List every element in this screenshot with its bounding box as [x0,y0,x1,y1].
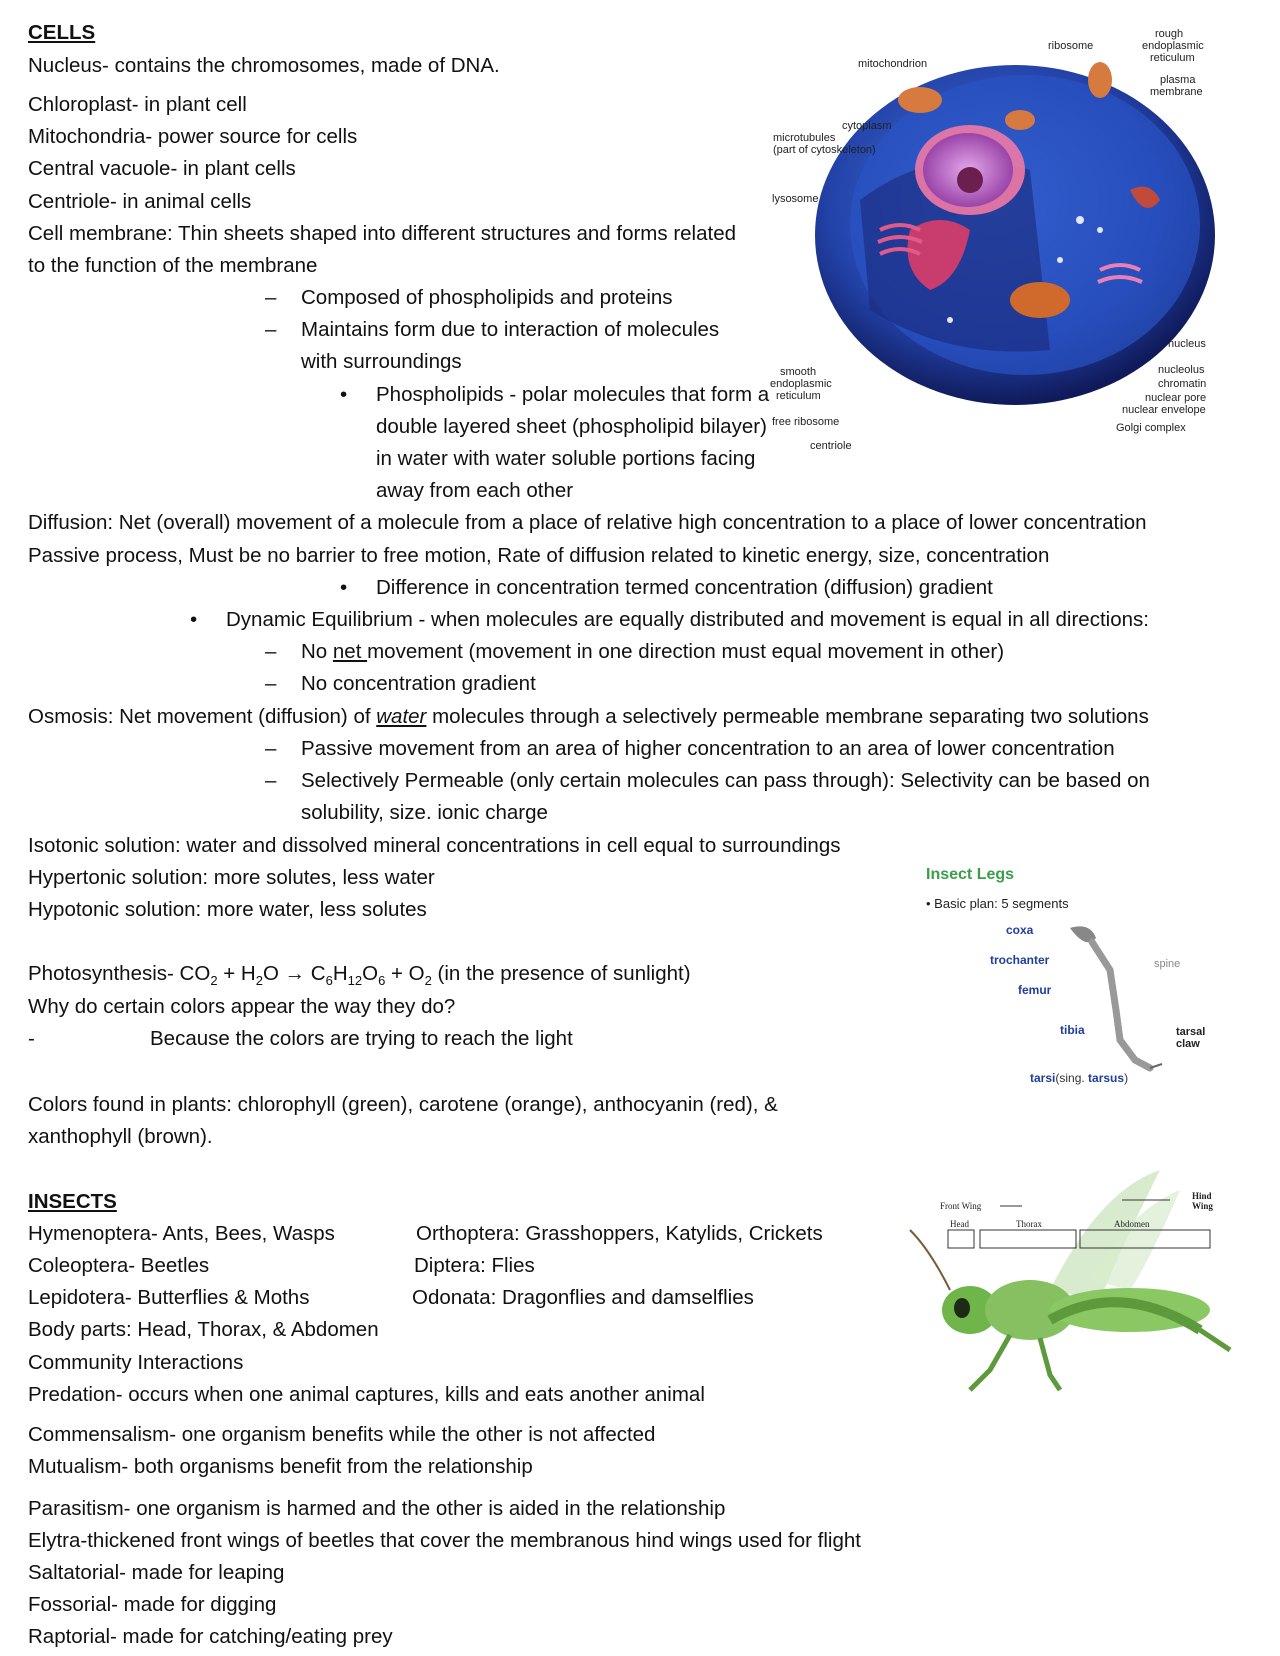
fossorial-line: Fossorial- made for digging [28,1593,277,1616]
hypotonic-line: Hypotonic solution: more water, less solutes [28,898,427,921]
commensalism-line: Commensalism- one organism benefits while the other is not affected [28,1423,656,1446]
nucleus-line: Nucleus- contains the chromosomes, made of DNA. [28,54,500,77]
osmosis-bullet-2b: solubility, size. ionic charge [301,801,548,824]
label-mitochondrion: mitochondrion [858,58,928,70]
label-claw: claw [1176,1038,1200,1050]
insect-legs-title: Insect Legs [926,866,1015,883]
mutualism-line: Mutualism- both organisms benefit from the relationship [28,1455,533,1478]
label-free-ribosome: free ribosome [772,416,840,428]
isotonic-line: Isotonic solution: water and dissolved mineral concentrations in cell equal to surroundings [28,834,841,857]
label-tarsal: tarsal [1176,1026,1206,1038]
membrane-line-2: to the function of the membrane [28,254,318,277]
label-spine: spine [1154,958,1181,970]
parasitism-line: Parasitism- one organism is harmed and the other is aided in the relationship [28,1497,726,1520]
membrane-line: Cell membrane: Thin sheets shaped into different structures and forms related [28,222,737,245]
label-rough-reticulum: reticulum [1150,52,1195,64]
hymenoptera-line: Hymenoptera- Ants, Bees, Wasps [28,1222,335,1245]
label-chromatin: chromatin [1158,378,1207,390]
label-plasma: plasma [1160,74,1196,86]
phospholipid-line-4: away from each other [376,479,574,502]
chloroplast-line: Chloroplast- in plant cell [28,93,247,116]
raptorial-line: Raptorial- made for catching/eating prey [28,1625,393,1648]
osmosis-bullet-2: – Selectively Permeable (only certain molecules can pass through): Selectivity can be based on [301,769,1150,793]
equilibrium-bullet: • Dynamic Equilibrium - when molecules are equally distributed and movement is equal in all directions: [226,608,1149,632]
grasshopper-figure [900,1170,1260,1410]
centriole-line: Centriole- in animal cells [28,190,252,213]
label-cytoskeleton: (part of cytoskeleton) [773,144,876,156]
label-rough-er: endoplasmic [1142,40,1204,52]
plant-colors-line: Colors found in plants: chlorophyll (green), carotene (orange), anthocyanin (red), & [28,1093,778,1116]
label-trochanter: trochanter [990,953,1050,967]
no-net-bullet: – No net movement (movement in one direction must equal movement in other) [301,640,1004,664]
membrane-bullet-2: – Maintains form due to interaction of molecules [301,318,719,342]
label-lysosome: lysosome [772,193,819,205]
label-smooth-er: endoplasmic [770,378,832,390]
membrane-bullet-1: – Composed of phospholipids and proteins [301,286,673,310]
label-microtubules: microtubules [773,132,836,144]
insect-legs-figure [920,860,1260,1090]
no-gradient-bullet: – No concentration gradient [301,672,536,696]
body-parts-line: Body parts: Head, Thorax, & Abdomen [28,1318,379,1341]
insect-legs-subtitle: • Basic plan: 5 segments [926,896,1069,911]
label-nucleolus: nucleolus [1158,364,1205,376]
label-nucleus: nucleus [1168,338,1206,350]
label-plasma-membrane: membrane [1150,86,1203,98]
label-femur: femur [1018,983,1052,997]
mitochondria-line: Mitochondria- power source for cells [28,125,358,148]
community-line: Community Interactions [28,1351,244,1374]
insects-heading: INSECTS [28,1190,117,1213]
label-hind: Hind [1192,1191,1212,1201]
diptera-line: Diptera: Flies [414,1254,535,1277]
label-nuclear-pore: nuclear pore [1145,392,1207,404]
osmosis-bullet-1: – Passive movement from an area of higher concentration to an area of lower concentration [301,737,1115,761]
label-thorax: Thorax [1016,1219,1042,1229]
label-tibia: tibia [1060,1023,1085,1037]
lepidotera-line: Lepidotera- Butterflies & Moths [28,1286,310,1309]
label-ribosome: ribosome [1048,40,1094,52]
label-front-wing: Front Wing [940,1201,982,1211]
saltatorial-line: Saltatorial- made for leaping [28,1561,285,1584]
label-smooth-reticulum: reticulum [776,390,821,402]
label-coxa: coxa [1006,923,1034,937]
label-hind-wing: Wing [1192,1201,1213,1211]
elytra-line: Elytra-thickened front wings of beetles that cover the membranous hind wings used for flight [28,1529,861,1552]
odonata-line: Odonata: Dragonflies and damselflies [412,1286,754,1309]
label-centriole: centriole [810,440,852,452]
vacuole-line: Central vacuole- in plant cells [28,157,296,180]
colors-question: Why do certain colors appear the way they do? [28,995,456,1018]
orthoptera-line: Orthoptera: Grasshoppers, Katylids, Crickets [416,1222,823,1245]
phospholipid-bullet: • Phospholipids - polar molecules that form a [376,383,769,407]
label-smooth: smooth [780,366,817,378]
osmosis-line: Osmosis: Net movement (diffusion) of water molecules through a selectively permeable membrane separating two solutions [28,705,1149,728]
colors-answer: Because the colors are trying to reach the light [150,1027,573,1050]
label-cytoplasm: cytoplasm [842,120,892,132]
label-nuclear-envelope: nuclear envelope [1122,404,1206,416]
hypertonic-line: Hypertonic solution: more solutes, less water [28,866,435,889]
insect-leg-illustration [920,860,1260,1090]
coleoptera-line: Coleoptera- Beetles [28,1254,210,1277]
label-golgi: Golgi complex [1116,422,1186,434]
phospholipid-line-2: double layered sheet (phospholipid bilayer) [376,415,767,438]
label-rough: rough [1155,28,1184,40]
animal-cell-diagram [770,20,1250,460]
diffusion-line: Diffusion: Net (overall) movement of a molecule from a place of relative high concentration to a place of lower concentration [28,511,1147,534]
label-tarsi: tarsi(sing. tarsus) [1030,1071,1129,1085]
predation-line: Predation- occurs when one animal captures, kills and eats another animal [28,1383,705,1406]
phospholipid-line-3: in water with water soluble portions facing [376,447,756,470]
colors-dash: - [28,1027,35,1050]
gradient-bullet: • Difference in concentration termed concentration (diffusion) gradient [376,576,993,600]
photosynthesis-line: Photosynthesis- $CO_2 + H_2O \to C_6H_{12}O_6 + O_2$ (in the presence of sunlight) [28,962,691,989]
cells-heading: CELLS [28,21,96,44]
membrane-bullet-2b: with surroundings [301,350,462,373]
label-abdomen: Abdomen [1114,1219,1150,1229]
label-head: Head [950,1219,969,1229]
passive-process-line: Passive process, Must be no barrier to free motion, Rate of diffusion related to kinetic energy, size, concentration [28,544,1050,567]
plant-colors-line-2: xanthophyll (brown). [28,1125,213,1148]
